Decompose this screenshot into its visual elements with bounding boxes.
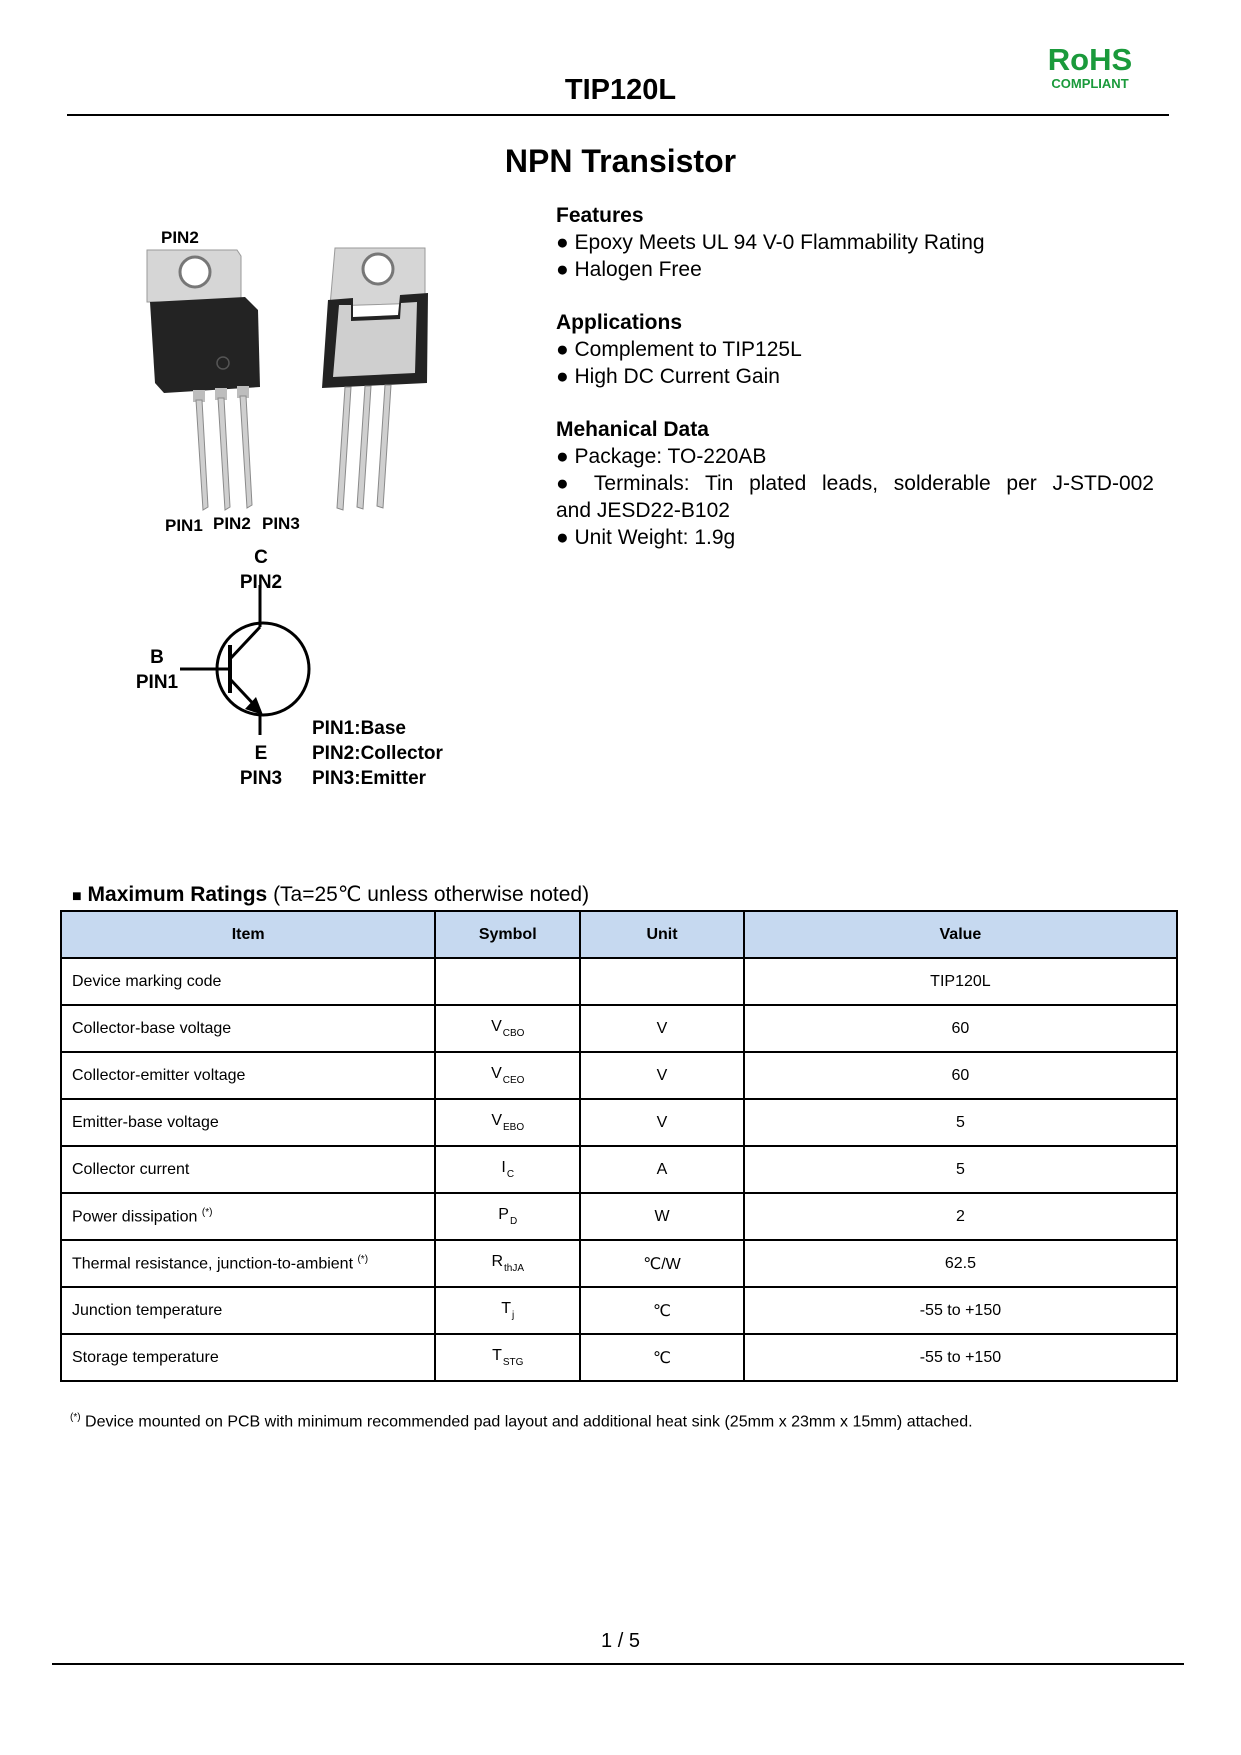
cell-item: Collector current: [61, 1146, 435, 1193]
cell-value: -55 to +150: [744, 1287, 1177, 1334]
cell-item: Collector-emitter voltage: [61, 1052, 435, 1099]
footnote-mark: (*): [70, 1412, 81, 1423]
cell-value: 5: [744, 1146, 1177, 1193]
ratings-title: Maximum Ratings: [87, 883, 268, 906]
cell-symbol: $V_{CEO}$: [435, 1052, 580, 1099]
cell-symbol: $I_C$: [435, 1146, 580, 1193]
package-pin-label-2: PIN2: [213, 514, 251, 533]
cell-item: Thermal resistance, junction-to-ambient (*): [61, 1240, 435, 1287]
column-header-item: Item: [61, 911, 435, 958]
package-illustration: [140, 225, 470, 545]
cell-unit: ℃/W: [580, 1240, 744, 1287]
footer-rule: [52, 1663, 1184, 1665]
part-number-title: TIP120L: [564, 74, 677, 106]
square-bullet-icon: ■: [72, 888, 82, 905]
cell-value: 62.5: [744, 1240, 1177, 1287]
pin-assignment-1: PIN1:Base: [312, 718, 406, 739]
column-header-value: Value: [744, 911, 1177, 958]
npn-transistor-symbol: [180, 585, 330, 735]
pin-assignment-list: [312, 716, 443, 791]
cell-item: Junction temperature: [61, 1287, 435, 1334]
applications-heading: Applications: [556, 311, 683, 334]
cell-item: Emitter-base voltage: [61, 1099, 435, 1146]
cell-symbol: $V_{EBO}$: [435, 1099, 580, 1146]
package-pin-label-3: PIN3: [262, 514, 300, 533]
cell-unit: A: [580, 1146, 744, 1193]
footnote-text: Device mounted on PCB with minimum recommended pad layout and additional heat sink (25mm x 23mm x 15mm) attached.: [80, 1413, 973, 1431]
emitter-label: E PIN3: [239, 743, 283, 789]
mechanical-terminals: ● Terminals: Tin plated leads, solderable per J-STD-002: [556, 472, 1154, 495]
cell-unit: V: [580, 1005, 744, 1052]
table-row: [61, 1146, 1177, 1193]
footnote: [70, 1412, 973, 1431]
package-pin-label-1: PIN1: [165, 516, 203, 535]
cell-unit: W: [580, 1193, 744, 1240]
cell-item: Device marking code: [61, 958, 435, 1005]
cell-value: 2: [744, 1193, 1177, 1240]
cell-symbol: $T_{STG}$: [435, 1334, 580, 1381]
note-mark: (*): [201, 1206, 213, 1218]
cell-symbol: $P_D$: [435, 1193, 580, 1240]
cell-item: Collector-base voltage: [61, 1005, 435, 1052]
cell-value: 5: [744, 1099, 1177, 1146]
feature-item: ● Halogen Free: [556, 258, 702, 281]
package-front-view: [147, 250, 260, 510]
mechanical-heading: Mehanical Data: [556, 418, 709, 441]
cell-item: Storage temperature: [61, 1334, 435, 1381]
ratings-condition: (Ta=25℃ unless otherwise noted): [273, 883, 590, 906]
cell-item: Power dissipation (*): [61, 1193, 435, 1240]
application-item: ● Complement to TIP125L: [556, 338, 802, 361]
cell-unit: V: [580, 1052, 744, 1099]
mechanical-terminals-cont: and JESD22-B102: [556, 499, 730, 522]
pin-assignment-2: PIN2:Collector: [312, 743, 443, 764]
cell-value: 60: [744, 1005, 1177, 1052]
column-header-symbol: Symbol: [435, 911, 580, 958]
cell-value: 60: [744, 1052, 1177, 1099]
features-heading: Features: [556, 204, 644, 227]
table-row: [61, 1193, 1177, 1240]
page-number: 1 / 5: [601, 1630, 640, 1652]
pin-assignment-3: PIN3:Emitter: [312, 768, 427, 789]
cell-unit: ℃: [580, 1334, 744, 1381]
rohs-main-text: RoHS: [1047, 42, 1133, 77]
base-label: B PIN1: [135, 647, 179, 693]
table-row: [61, 1334, 1177, 1381]
cell-unit: [580, 958, 744, 1005]
table-header-row: [61, 911, 1177, 958]
mechanical-package: ● Package: TO-220AB: [556, 445, 767, 468]
column-header-unit: Unit: [580, 911, 744, 958]
page-subtitle: NPN Transistor: [504, 143, 737, 179]
application-item: ● High DC Current Gain: [556, 365, 780, 388]
table-row: [61, 1005, 1177, 1052]
specs-block: [556, 202, 1154, 551]
maximum-ratings-table: [60, 910, 1178, 1382]
cell-symbol: $V_{CBO}$: [435, 1005, 580, 1052]
note-mark: (*): [357, 1253, 369, 1265]
table-row: [61, 1052, 1177, 1099]
cell-value: TIP120L: [744, 958, 1177, 1005]
cell-unit: V: [580, 1099, 744, 1146]
rohs-sub-text: COMPLIANT: [1051, 76, 1129, 91]
package-back-view: [322, 248, 428, 510]
collector-label: C PIN2: [239, 547, 283, 593]
feature-item: ● Epoxy Meets UL 94 V-0 Flammability Rating: [556, 231, 985, 254]
cell-symbol: [435, 958, 580, 1005]
ratings-heading: [72, 882, 589, 907]
cell-value: -55 to +150: [744, 1334, 1177, 1381]
header-rule: [67, 114, 1169, 116]
mechanical-weight: ● Unit Weight: 1.9g: [556, 526, 736, 549]
cell-unit: ℃: [580, 1287, 744, 1334]
table-row: [61, 1287, 1177, 1334]
table-row: [61, 1099, 1177, 1146]
table-row: [61, 1240, 1177, 1287]
rohs-badge: [1025, 44, 1155, 92]
table-row: [61, 958, 1177, 1005]
package-top-pin-label: PIN2: [161, 228, 199, 247]
cell-symbol: $T_j$: [435, 1287, 580, 1334]
cell-symbol: $R_{thJA}$: [435, 1240, 580, 1287]
